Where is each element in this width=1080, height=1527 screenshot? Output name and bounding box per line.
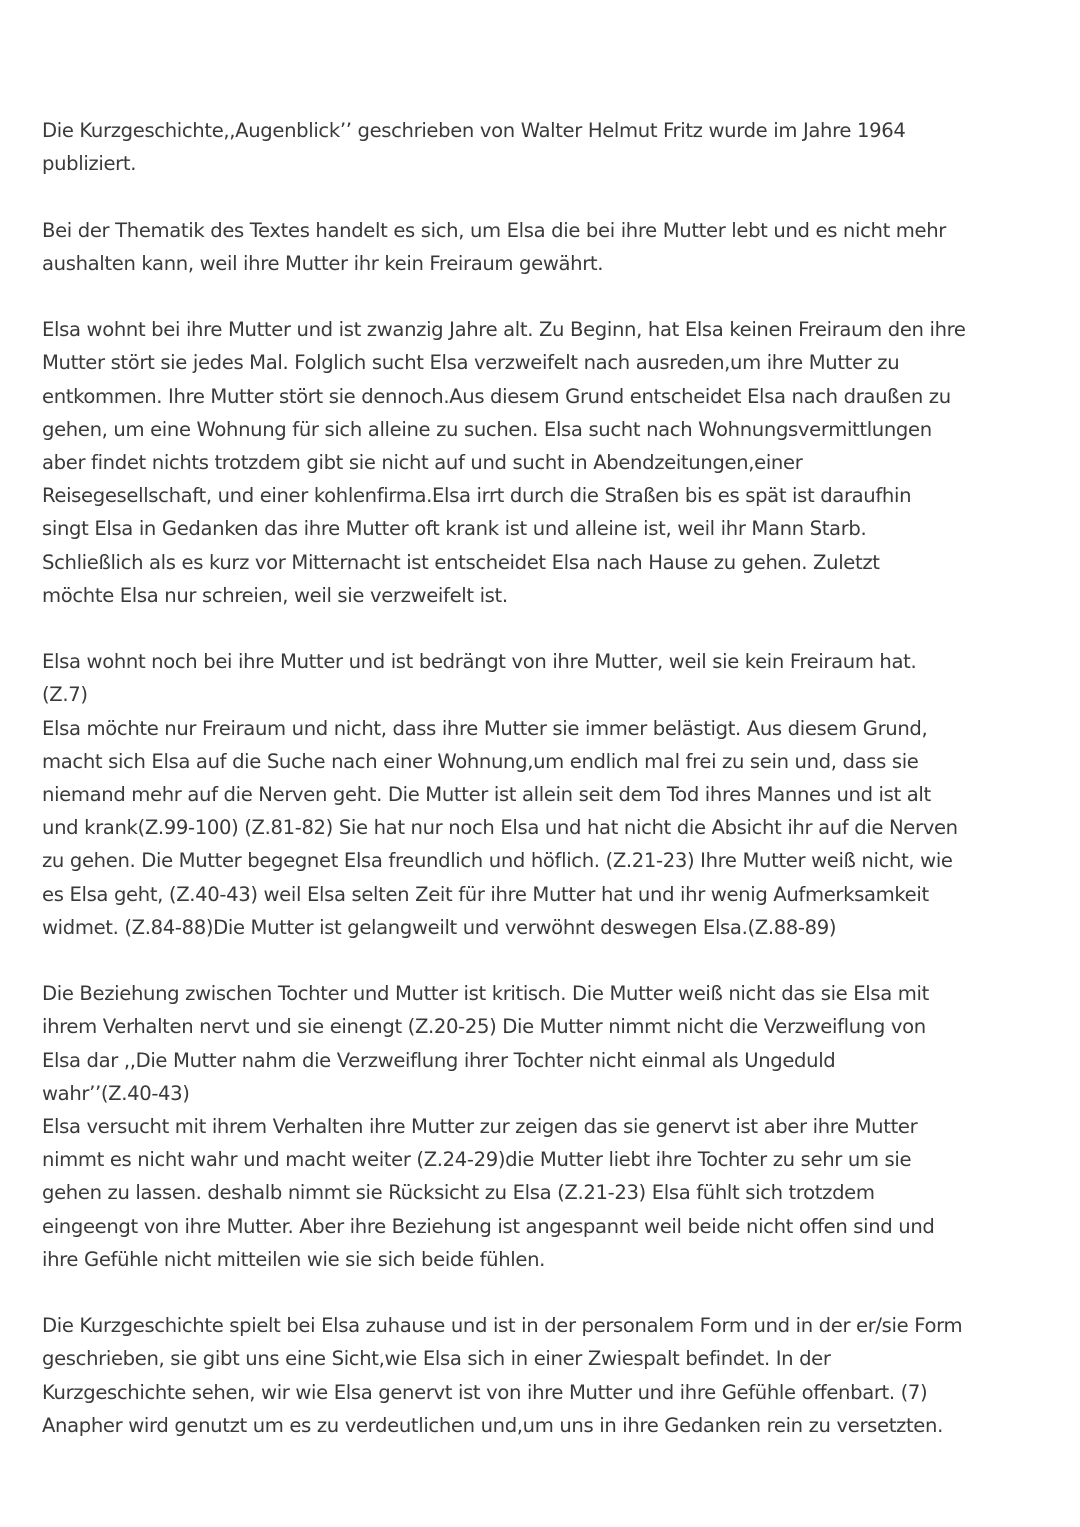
text-line: Kurzgeschichte sehen, wir wie Elsa genervt ist von ihre Mutter und ihre Gefühle offenbart. (7) [42,1380,928,1404]
text-line: wahr’’(Z.40-43) [42,1081,190,1105]
document-body [42,114,1047,1475]
text-line: aber findet nichts trotzdem gibt sie nicht auf und sucht in Abendzeitungen,einer [42,451,803,474]
text-line: und krank(Z.99-100) (Z.81-82) Sie hat nur noch Elsa und hat nicht die Absicht ihr auf die Nerven [42,816,958,840]
text-line: entkommen. Ihre Mutter stört sie dennoch.Aus diesem Grund entscheidet Elsa nach draußen zu [42,384,951,408]
text-line: Mutter stört sie jedes Mal. Folglich sucht Elsa verzweifelt nach ausreden,um ihre Mutter zu [42,351,900,375]
text-line: es Elsa geht, (Z.40-43) weil Elsa selten Zeit für ihre Mutter hat und ihr wenig Aufmerksamkeit [42,882,929,906]
text-line: ihrem Verhalten nervt und sie einengt (Z.20-25) Die Mutter nimmt nicht die Verzweiflung von [42,1015,926,1039]
text-line: Die Kurzgeschichte,,Augenblick’’ geschrieben von Walter Helmut Fritz wurde im Jahre 1964 [42,119,906,142]
text-line: Elsa wohnt bei ihre Mutter und ist zwanzig Jahre alt. Zu Beginn, hat Elsa keinen Freiraum den ihre [42,318,966,342]
text-line: singt Elsa in Gedanken das ihre Mutter oft krank ist und alleine ist, weil ihr Mann Starb. [42,517,867,541]
text-line: gehen, um eine Wohnung für sich alleine zu suchen. Elsa sucht nach Wohnungsvermittlungen [42,417,932,441]
text-line: möchte Elsa nur schreien, weil sie verzweifelt ist. [42,583,508,607]
text-line: Bei der Thematik des Textes handelt es sich, um Elsa die bei ihre Mutter lebt und es nicht mehr [42,218,947,242]
text-line: niemand mehr auf die Nerven geht. Die Mutter ist allein seit dem Tod ihres Mannes und ist alt [42,783,931,807]
paragraph-publication [42,114,1047,180]
text-line: Schließlich als es kurz vor Mitternacht ist entscheidet Elsa nach Hause zu gehen. Zuletzt [42,550,880,574]
text-line: Elsa dar ,,Die Mutter nahm die Verzweiflung ihrer Tochter nicht einmal als Ungeduld [42,1048,836,1072]
text-line: Reisegesellschaft, und einer kohlenfirma.Elsa irrt durch die Straßen bis es spät ist daraufhin [42,484,912,508]
text-line: eingeengt von ihre Mutter. Aber ihre Beziehung ist angespannt weil beide nicht offen sind und [42,1214,935,1238]
paragraph-theme [42,214,1047,280]
text-line: (Z.7) [42,683,88,707]
text-line: Elsa möchte nur Freiraum und nicht, dass ihre Mutter sie immer belästigt. Aus diesem Grund, [42,716,928,740]
text-line: gehen zu lassen. deshalb nimmt sie Rücksicht zu Elsa (Z.21-23) Elsa fühlt sich trotzdem [42,1181,875,1205]
text-line: nimmt es nicht wahr und macht weiter (Z.24-29)die Mutter liebt ihre Tochter zu sehr um sie [42,1148,912,1172]
text-line: zu gehen. Die Mutter begegnet Elsa freundlich und höflich. (Z.21-23) Ihre Mutter weiß nicht, wie [42,849,953,873]
paragraph-summary [42,313,1047,612]
text-line: Anapher wird genutzt um es zu verdeutlichen und,um uns in ihre Gedanken rein zu versetzten. [42,1413,943,1437]
text-line: macht sich Elsa auf die Suche nach einer Wohnung,um endlich mal frei zu sein und, dass sie [42,749,919,773]
text-line: Elsa versucht mit ihrem Verhalten ihre Mutter zur zeigen das sie genervt ist aber ihre Mutter [42,1115,918,1139]
text-line: geschrieben, sie gibt uns eine Sicht,wie Elsa sich in einer Zwiespalt befindet. In der [42,1347,831,1371]
text-line: Die Beziehung zwischen Tochter und Mutter ist kritisch. Die Mutter weiß nicht das sie Elsa mit [42,982,929,1006]
text-line: widmet. (Z.84-88)Die Mutter ist gelangweilt und verwöhnt deswegen Elsa.(Z.88-89) [42,915,837,939]
text-line: ihre Gefühle nicht mitteilen wie sie sich beide fühlen. [42,1247,546,1271]
text-line: Elsa wohnt noch bei ihre Mutter und ist bedrängt von ihre Mutter, weil sie kein Freiraum hat. [42,650,917,674]
text-line: aushalten kann, weil ihre Mutter ihr kein Freiraum gewährt. [42,251,604,275]
text-line: publiziert. [42,152,137,176]
paragraph-narrative-form [42,1309,1047,1442]
text-line: Die Kurzgeschichte spielt bei Elsa zuhause und ist in der personalem Form und in der er/sie Form [42,1314,963,1338]
paragraph-relationship [42,977,1047,1276]
paragraph-characterization [42,645,1047,944]
